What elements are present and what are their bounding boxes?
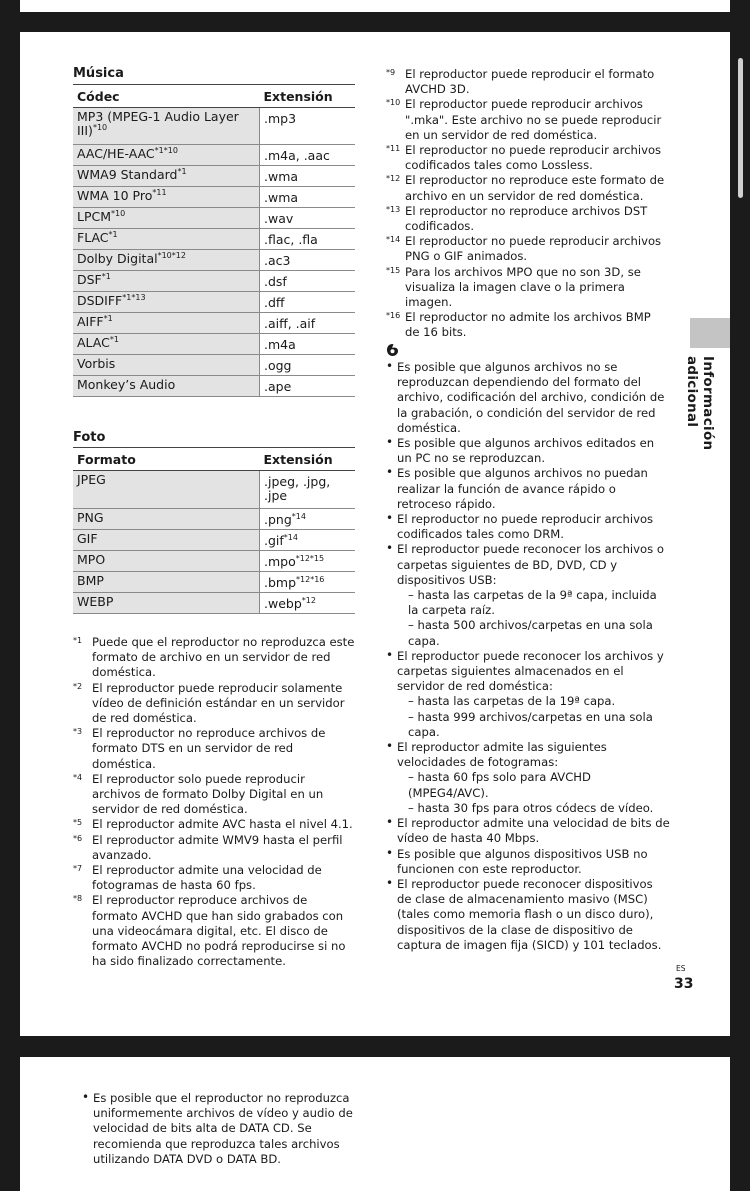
- format-cell: JPEG: [73, 471, 260, 509]
- footnote-text: El reproductor admite AVC hasta el nivel 4.1.: [92, 817, 353, 832]
- note-subitem: – hasta 30 fps para otros códecs de vídeo.: [408, 800, 654, 815]
- page-language: ES: [676, 964, 686, 973]
- table-row: [73, 187, 355, 208]
- footnote: [73, 817, 355, 832]
- footnote-text: El reproductor no reproduce este formato de archivo en un servidor de red doméstica.: [405, 173, 665, 203]
- footnote: [73, 681, 355, 727]
- extension-cell: .ogg: [260, 355, 356, 376]
- footnote-text: El reproductor puede reproducir solamente vídeo de definición estándar en un servidor de red doméstica.: [92, 680, 345, 726]
- format-cell: MP3 (MPEG-1 Audio Layer III)$^{*10}$: [73, 108, 260, 145]
- format-cell: MPO: [73, 551, 260, 572]
- table-row: [73, 108, 355, 145]
- extension-header: Extensión: [260, 448, 356, 471]
- table-row: [73, 355, 355, 376]
- footnote-text: Para los archivos MPO que no son 3D, se visualiza la imagen clave o la primera imagen.: [405, 264, 641, 310]
- footnote-mark: *6: [73, 833, 83, 843]
- footnote-text: El reproductor admite WMV9 hasta el perfil avanzado.: [92, 832, 343, 862]
- extension-cell: .aiff, .aif: [260, 313, 356, 334]
- footnote-mark: *9: [386, 68, 396, 77]
- format-cell: AAC/$HE-AAC^{*1*10}$: [73, 145, 260, 166]
- footnotes-right: [386, 67, 668, 341]
- table-row: [73, 208, 355, 229]
- note-subitem: – hasta las carpetas de la 19ª capa.: [408, 694, 616, 709]
- note-subitem: – hasta 500 archivos/carpetas en una sola capa.: [408, 618, 653, 648]
- note-text: • El reproductor puede reconocer los archivos y carpetas siguientes almacenados en el servidor de red doméstica:: [397, 648, 664, 694]
- note-item: • El reproductor admite una velocidad de bits de vídeo de hasta 40 Mbps.: [386, 816, 670, 846]
- format-cell: Monkey’s Audio: [73, 376, 260, 397]
- footnote: [73, 833, 355, 863]
- footnote-text: El reproductor puede reproducir el formato AVCHD 3D.: [405, 67, 655, 97]
- footnote-text: El reproductor no admite los archivos BMP de 16 bits.: [405, 310, 651, 340]
- footnote-mark: *8: [73, 894, 83, 904]
- footnote: [73, 863, 355, 893]
- footnote-mark: *10: [386, 98, 401, 108]
- extension-cell: .dff: [260, 292, 356, 313]
- table-row: [73, 250, 355, 271]
- format-cell: AIFF$^{*1}$: [73, 313, 260, 334]
- footnote-mark: *15: [386, 265, 401, 275]
- note-item: • Es posible que el reproductor no reproduzca uniformemente archivos de vídeo y audio de velocidad de bits alta de DATA CD. Se recomienda que reproduzca tales archivos utilizando DATA DVD o DATA BD.: [82, 1091, 367, 1167]
- footnote-text: El reproductor solo puede reproducir archivos de formato Dolby Digital en un servidor de red doméstica.: [92, 771, 324, 817]
- note-item: • Es posible que algunos archivos editados en un PC no se reproduzcan.: [386, 436, 670, 466]
- extension-cell: .gif$^{*14}$: [260, 530, 356, 551]
- table-row: [73, 166, 355, 187]
- scrollbar[interactable]: [738, 58, 743, 198]
- table-row: [73, 509, 355, 530]
- section-tab-marker: [690, 318, 730, 348]
- note-item: • Es posible que algunos archivos no puedan realizar la función de avance rápido o retroceso rápido.: [386, 466, 670, 512]
- footnote-mark: *5: [73, 818, 83, 828]
- photo-format-table: [73, 447, 355, 614]
- format-cell: PNG: [73, 509, 260, 530]
- table-row: [73, 572, 355, 593]
- format-cell: WMA 10 Pro$^{*11}$: [73, 187, 260, 208]
- footnote-mark: *11: [386, 144, 401, 154]
- footnote-mark: *2: [73, 681, 83, 691]
- extension-cell: .wma: [260, 187, 356, 208]
- extension-cell: .ac3: [260, 250, 356, 271]
- manual-page-33: [20, 32, 730, 1036]
- format-cell: ALAC$^{*1}$: [73, 334, 260, 355]
- note-item: [386, 542, 670, 648]
- footnote-mark: *14: [386, 235, 401, 245]
- format-cell: BMP: [73, 572, 260, 593]
- footnote: [73, 635, 355, 681]
- note-item: [386, 740, 670, 816]
- page-number: 33: [674, 976, 694, 992]
- footnote: [386, 265, 668, 311]
- extension-cell: .m4a, .aac: [260, 145, 356, 166]
- note-item: • El reproductor puede reconocer dispositivos de clase de almacenamiento masivo (MSC) (tales como memoria flash o un disco duro), dispositivos de la clase de dispositivo de captura de imagen fija (SICD) y 101 teclados.: [386, 877, 670, 953]
- table-row: [73, 376, 355, 397]
- table-row: [73, 313, 355, 334]
- footnote: [386, 204, 668, 234]
- extension-cell: .m4a: [260, 334, 356, 355]
- footnote-mark: *12: [386, 174, 401, 184]
- note-item: • El reproductor no puede reproducir archivos codificados tales como DRM.: [386, 512, 670, 542]
- note-subitem: – hasta 999 archivos/carpetas en una sola capa.: [408, 709, 653, 739]
- format-header: Formato: [73, 448, 260, 471]
- note-text: • El reproductor admite las siguientes velocidades de fotogramas:: [397, 740, 607, 770]
- extension-cell: .wav: [260, 208, 356, 229]
- footnote-mark: *7: [73, 864, 83, 874]
- note-item: • Es posible que algunos archivos no se reproduzcan dependiendo del formato del archivo, codificación del archivo, condición de la grabación, o condición del servidor de red doméstica.: [386, 360, 670, 436]
- footnotes-left: [73, 635, 355, 969]
- format-cell: FLAC$^{*1}$: [73, 229, 260, 250]
- extension-cell: .ape: [260, 376, 356, 397]
- page2-notes: [82, 1091, 367, 1167]
- footnote-text: El reproductor no puede reproducir archivos PNG o GIF animados.: [405, 234, 662, 264]
- footnote-mark: *3: [73, 727, 83, 737]
- note-subitem: – hasta las carpetas de la 9ª capa, incluida la carpeta raíz.: [408, 588, 657, 618]
- footnote-mark: *16: [386, 311, 401, 321]
- music-section-title: Música: [73, 66, 124, 81]
- footnote: [386, 234, 668, 264]
- footnote: [386, 97, 668, 143]
- previous-page-edge: [20, 0, 730, 12]
- footnote: [386, 173, 668, 203]
- table-row: [73, 292, 355, 313]
- extension-cell: .wma: [260, 166, 356, 187]
- footnote-text: El reproductor no reproduce archivos DST codificados.: [405, 203, 648, 234]
- footnote-text: El reproductor no puede reproducir archivos codificados tales como Lossless.: [405, 143, 662, 173]
- format-cell: WEBP: [73, 593, 260, 614]
- codec-header: Códec: [73, 85, 260, 108]
- footnote: [386, 310, 668, 340]
- table-row: [73, 471, 355, 509]
- note-item: • Es posible que algunos dispositivos USB no funcionen con este reproductor.: [386, 847, 670, 877]
- note-icon: [386, 343, 399, 357]
- extension-cell: .webp$^{*12}$: [260, 593, 356, 614]
- extension-header: Extensión: [260, 85, 356, 108]
- photo-section-title: Foto: [73, 430, 106, 445]
- notes-block: [386, 343, 670, 953]
- table-row: [73, 530, 355, 551]
- table-row: [73, 593, 355, 614]
- note-item: [386, 649, 670, 740]
- format-cell: Dolby Digital$^{*10*12}$: [73, 250, 260, 271]
- extension-cell: .jpeg, .jpg, .jpe: [260, 471, 356, 509]
- manual-page-34: [20, 1057, 730, 1191]
- footnote: [73, 772, 355, 818]
- footnote: [386, 67, 668, 97]
- footnote-text: El reproductor admite una velocidad de fotogramas de hasta 60 fps.: [92, 863, 322, 893]
- table-row: [73, 551, 355, 572]
- footnote-text: El reproductor no reproduce archivos de formato DTS en un servidor de red doméstica.: [92, 726, 326, 771]
- footnote-text: El reproductor puede reproducir archivos ".mka". Este archivo no se puede reproducir en un servidor de red doméstica.: [405, 97, 662, 142]
- extension-cell: .png$^{*14}$: [260, 509, 356, 530]
- footnote: [386, 143, 668, 173]
- extension-cell: .flac, .fla: [260, 229, 356, 250]
- table-row: [73, 229, 355, 250]
- table-row: [73, 271, 355, 292]
- footnote-mark: *1: [73, 636, 83, 645]
- footnote-text: El reproductor reproduce archivos de formato AVCHD que han sido grabados con una videocámara digital, etc. El disco de formato AVCHD no podrá reproducirse si no ha sido finalizado correctamente.: [92, 893, 346, 969]
- footnote-mark: *4: [73, 772, 83, 782]
- format-cell: DSF$^{*1}$: [73, 271, 260, 292]
- format-cell: LPCM$^{*10}$: [73, 208, 260, 229]
- music-codec-table: [73, 84, 355, 397]
- format-cell: $DSDIFF^{*1*13}$: [73, 292, 260, 313]
- extension-cell: .mpo$^{*12*15}$: [260, 551, 356, 572]
- note-text: • El reproductor puede reconocer los archivos o carpetas siguientes de BD, DVD, CD y dispositivos USB:: [397, 542, 664, 587]
- footnote-mark: *13: [386, 204, 401, 214]
- format-cell: Vorbis: [73, 355, 260, 376]
- footnote: [73, 726, 355, 772]
- table-row: [73, 145, 355, 166]
- extension-cell: .dsf: [260, 271, 356, 292]
- extension-cell: .bmp$^{*12*16}$: [260, 572, 356, 593]
- extension-cell: .mp3: [260, 108, 356, 145]
- note-subitem: – hasta 60 fps solo para AVCHD (MPEG4/AVC).: [408, 770, 591, 800]
- format-cell: WMA9 Standard$^{*1}$: [73, 166, 260, 187]
- footnote: [73, 893, 355, 969]
- section-side-label: Información adicional: [684, 356, 716, 451]
- format-cell: GIF: [73, 530, 260, 551]
- table-row: [73, 334, 355, 355]
- footnote-text: Puede que el reproductor no reproduzca este formato de archivo en un servidor de red doméstica.: [92, 635, 355, 680]
